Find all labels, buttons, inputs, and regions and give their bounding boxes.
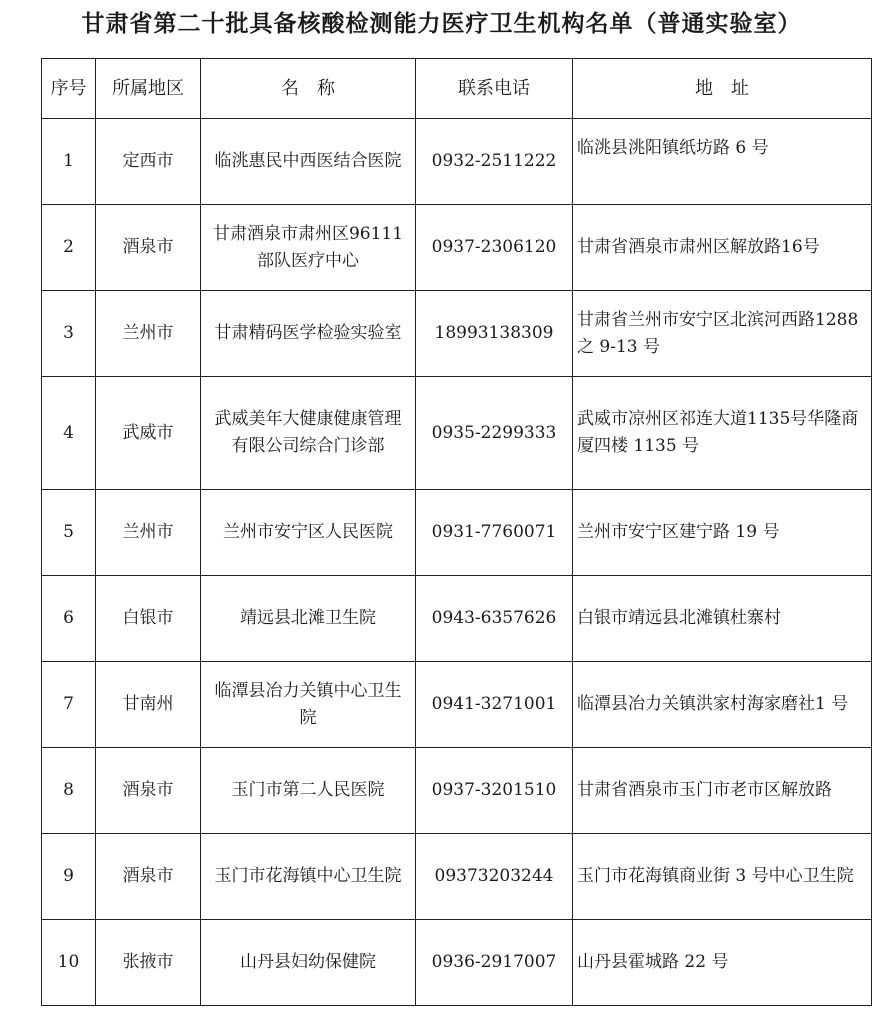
cell-phone: 0935-2299333 <box>416 377 573 490</box>
cell-phone: 0943-6357626 <box>416 576 573 662</box>
cell-phone: 0937-2306120 <box>416 205 573 291</box>
cell-address: 山丹县霍城路 22 号 <box>573 920 872 1006</box>
institution-table <box>41 58 872 1006</box>
cell-serial-number: 2 <box>42 205 96 291</box>
cell-name: 靖远县北滩卫生院 <box>201 576 416 662</box>
cell-phone: 0941-3271001 <box>416 662 573 748</box>
cell-serial-number: 6 <box>42 576 96 662</box>
cell-address: 甘肃省兰州市安宁区北滨河西路1288 之 9-13 号 <box>573 291 872 377</box>
table-row <box>42 576 872 662</box>
cell-name: 兰州市安宁区人民医院 <box>201 490 416 576</box>
cell-serial-number: 5 <box>42 490 96 576</box>
cell-name: 山丹县妇幼保健院 <box>201 920 416 1006</box>
cell-name: 玉门市花海镇中心卫生院 <box>201 834 416 920</box>
table-row <box>42 920 872 1006</box>
cell-name: 甘肃精码医学检验实验室 <box>201 291 416 377</box>
table-row <box>42 490 872 576</box>
document-title: 甘肃省第二十批具备核酸检测能力医疗卫生机构名单（普通实验室） <box>81 11 802 37</box>
table-body <box>42 119 872 1006</box>
table-row <box>42 662 872 748</box>
cell-name: 甘肃酒泉市肃州区96111 部队医疗中心 <box>201 205 416 291</box>
header-serial-number: 序号 <box>42 59 96 119</box>
cell-phone: 0932-2511222 <box>416 119 573 205</box>
cell-address: 甘肃省酒泉市玉门市老市区解放路 <box>573 748 872 834</box>
header-phone: 联系电话 <box>416 59 573 119</box>
cell-address: 兰州市安宁区建宁路 19 号 <box>573 490 872 576</box>
cell-region: 酒泉市 <box>96 748 201 834</box>
cell-serial-number: 8 <box>42 748 96 834</box>
cell-region: 兰州市 <box>96 291 201 377</box>
header-address: 地 址 <box>573 59 872 119</box>
table-row <box>42 119 872 205</box>
cell-serial-number: 4 <box>42 377 96 490</box>
cell-region: 定西市 <box>96 119 201 205</box>
cell-phone: 18993138309 <box>416 291 573 377</box>
cell-region: 兰州市 <box>96 490 201 576</box>
table-row <box>42 748 872 834</box>
cell-name: 临洮惠民中西医结合医院 <box>201 119 416 205</box>
table-row <box>42 834 872 920</box>
table-header <box>42 59 872 119</box>
cell-phone: 0936-2917007 <box>416 920 573 1006</box>
cell-serial-number: 1 <box>42 119 96 205</box>
table-row <box>42 377 872 490</box>
table-row <box>42 291 872 377</box>
cell-region: 白银市 <box>96 576 201 662</box>
cell-region: 武威市 <box>96 377 201 490</box>
header-region: 所属地区 <box>96 59 201 119</box>
cell-name: 武威美年大健康健康管理有限公司综合门诊部 <box>201 377 416 490</box>
table-row <box>42 205 872 291</box>
cell-name: 玉门市第二人民医院 <box>201 748 416 834</box>
cell-name: 临潭县冶力关镇中心卫生院 <box>201 662 416 748</box>
cell-serial-number: 10 <box>42 920 96 1006</box>
cell-address: 临潭县冶力关镇洪家村海家磨社1 号 <box>573 662 872 748</box>
cell-phone: 09373203244 <box>416 834 573 920</box>
cell-region: 酒泉市 <box>96 834 201 920</box>
cell-region: 甘南州 <box>96 662 201 748</box>
cell-serial-number: 7 <box>42 662 96 748</box>
cell-address: 白银市靖远县北滩镇杜寨村 <box>573 576 872 662</box>
cell-address: 临洮县洮阳镇纸坊路 6 号 <box>573 119 872 205</box>
cell-address: 武威市凉州区祁连大道1135号华隆商厦四楼 1135 号 <box>573 377 872 490</box>
cell-address: 甘肃省酒泉市肃州区解放路16号 <box>573 205 872 291</box>
cell-phone: 0937-3201510 <box>416 748 573 834</box>
header-row <box>42 59 872 119</box>
cell-region: 张掖市 <box>96 920 201 1006</box>
cell-serial-number: 3 <box>42 291 96 377</box>
cell-address: 玉门市花海镇商业街 3 号中心卫生院 <box>573 834 872 920</box>
cell-region: 酒泉市 <box>96 205 201 291</box>
header-name: 名 称 <box>201 59 416 119</box>
cell-phone: 0931-7760071 <box>416 490 573 576</box>
cell-serial-number: 9 <box>42 834 96 920</box>
